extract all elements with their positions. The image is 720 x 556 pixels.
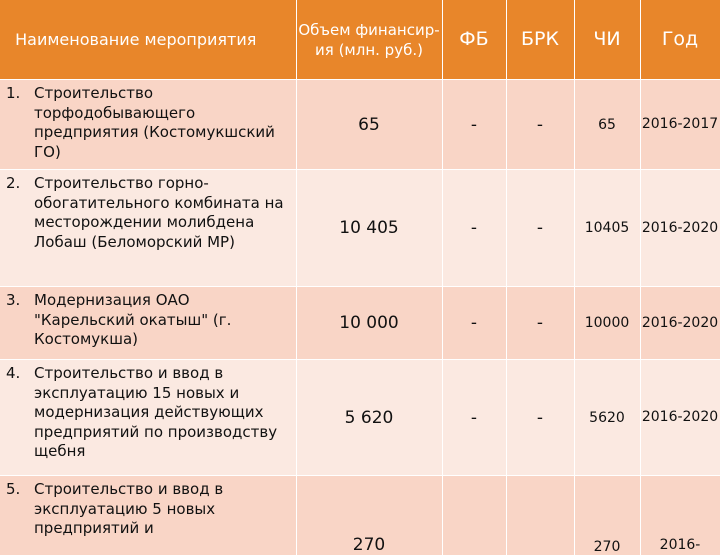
cell-name bbox=[0, 476, 296, 556]
cell-fb: - bbox=[442, 287, 506, 360]
cell-fb: - bbox=[442, 360, 506, 476]
cell-volume: 10 000 bbox=[296, 287, 442, 360]
cell-year: 2016-2020 bbox=[640, 170, 720, 287]
cell-name bbox=[0, 170, 296, 287]
header-name: Наименование мероприятия bbox=[0, 0, 296, 80]
cell-year: 2016- bbox=[640, 476, 720, 556]
row-name: Строительство торфодобывающего предприятия (Костомукшский ГО) bbox=[34, 84, 275, 161]
cell-chi: 270 bbox=[574, 476, 640, 556]
row-name: Строительство горно-обогатительного комбината на месторождении молибдена Лобаш (Беломорский МР) bbox=[34, 174, 284, 251]
row-number: 3. bbox=[6, 291, 21, 309]
header-volume: Объем финансир-ия (млн. руб.) bbox=[296, 0, 442, 80]
cell-year: 2016-2017 bbox=[640, 80, 720, 170]
cell-brk bbox=[506, 476, 574, 556]
cell-volume: 10 405 bbox=[296, 170, 442, 287]
table-row bbox=[0, 170, 720, 287]
cell-fb bbox=[442, 476, 506, 556]
row-number: 4. bbox=[6, 364, 21, 382]
cell-chi: 10405 bbox=[574, 170, 640, 287]
header-brk: БРК bbox=[506, 0, 574, 80]
header-chi: ЧИ bbox=[574, 0, 640, 80]
cell-fb: - bbox=[442, 80, 506, 170]
row-number: 5. bbox=[6, 480, 21, 498]
row-number: 1. bbox=[6, 84, 21, 102]
table-row bbox=[0, 360, 720, 476]
cell-brk: - bbox=[506, 287, 574, 360]
header-year: Год bbox=[640, 0, 720, 80]
row-number: 2. bbox=[6, 174, 21, 192]
cell-brk: - bbox=[506, 80, 574, 170]
cell-name bbox=[0, 360, 296, 476]
cell-chi: 65 bbox=[574, 80, 640, 170]
cell-volume: 5 620 bbox=[296, 360, 442, 476]
cell-volume: 65 bbox=[296, 80, 442, 170]
cell-name bbox=[0, 80, 296, 170]
table-row bbox=[0, 287, 720, 360]
cell-volume: 270 bbox=[296, 476, 442, 556]
table-row bbox=[0, 80, 720, 170]
header-fb: ФБ bbox=[442, 0, 506, 80]
cell-chi: 10000 bbox=[574, 287, 640, 360]
table-row bbox=[0, 476, 720, 556]
row-name: Строительство и ввод в эксплуатацию 15 новых и модернизация действующих предприятий по производству щебня bbox=[34, 364, 278, 461]
cell-fb: - bbox=[442, 170, 506, 287]
cell-year: 2016-2020 bbox=[640, 360, 720, 476]
row-name: Модернизация ОАО "Карельский окатыш" (г. Костомукша) bbox=[34, 291, 232, 349]
cell-year: 2016-2020 bbox=[640, 287, 720, 360]
header-row bbox=[0, 0, 720, 80]
cell-brk: - bbox=[506, 170, 574, 287]
cell-chi: 5620 bbox=[574, 360, 640, 476]
cell-brk: - bbox=[506, 360, 574, 476]
row-name: Строительство и ввод в эксплуатацию 5 новых предприятий и bbox=[34, 480, 224, 538]
cell-name bbox=[0, 287, 296, 360]
